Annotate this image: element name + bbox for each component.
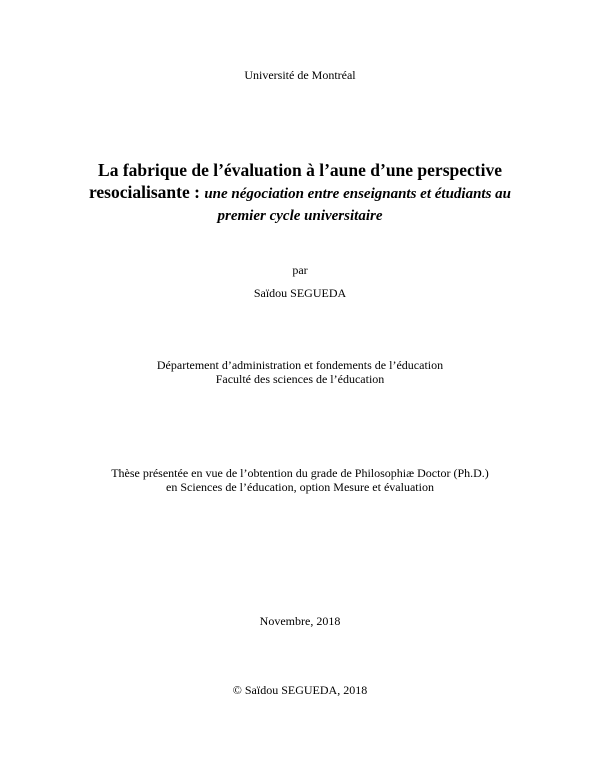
title-subtitle-start: une négociation entre enseignants et étudiants au (204, 186, 512, 202)
thesis-title (40, 159, 560, 227)
by-label: par (292, 263, 308, 277)
faculty-name: Faculté des sciences de l’éducation (215, 372, 385, 386)
thesis-statement-line-2: en Sciences de l’éducation, option Mesure et évaluation (166, 480, 434, 494)
department-name: Département d’administration et fondements de l’éducation (156, 358, 444, 372)
university-name: Université de Montréal (244, 68, 356, 82)
title-line-2 (40, 181, 560, 205)
copyright-notice: © Saïdou SEGUEDA, 2018 (232, 683, 368, 697)
thesis-statement-line-1: Thèse présentée en vue de l’obtention du grade de Philosophiæ Doctor (Ph.D.) (111, 466, 489, 480)
title-subtitle-end: premier cycle universitaire (217, 208, 383, 224)
title-main-end: resocialisante : (88, 182, 205, 202)
author-name: Saïdou SEGUEDA (253, 286, 347, 300)
submission-date: Novembre, 2018 (259, 614, 341, 628)
title-line-1: La fabrique de l’évaluation à l’aune d’une perspective (98, 160, 502, 180)
